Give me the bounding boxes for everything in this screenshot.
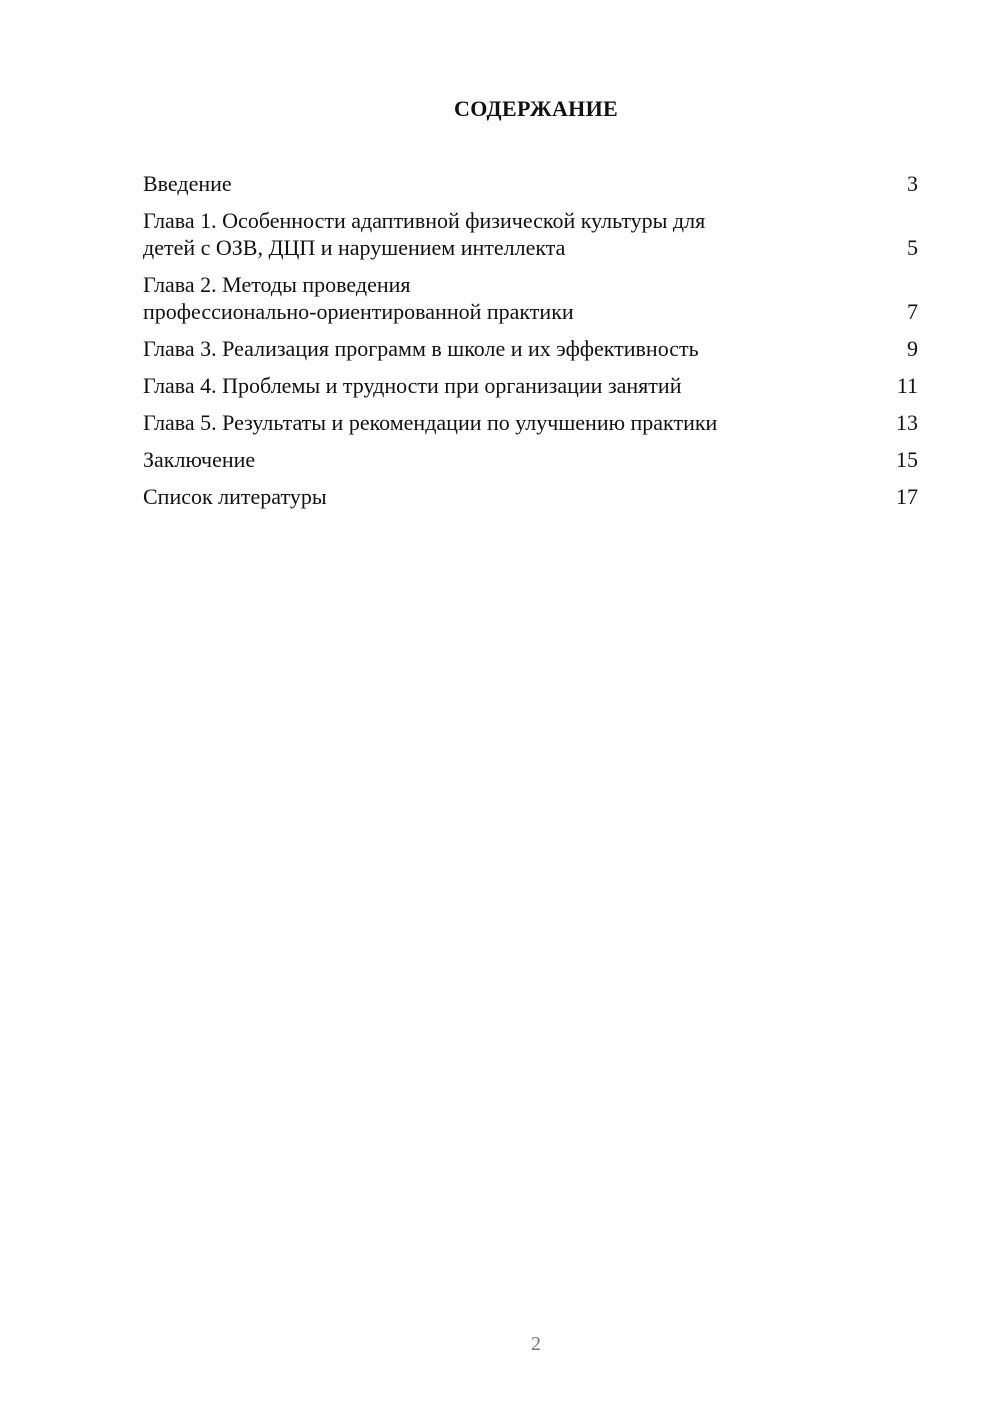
toc-entry-page: 9	[907, 336, 918, 361]
toc-entry-label-line: Глава 4. Проблемы и трудности при организации занятий	[143, 373, 682, 398]
toc-entry-page: 17	[896, 484, 918, 509]
page-number: 2	[531, 1333, 541, 1355]
toc-entry-label	[143, 271, 574, 325]
toc-entry-introduction	[143, 170, 918, 197]
toc-entry-label-line: Глава 3. Реализация программ в школе и их эффективность	[143, 336, 699, 361]
toc-entry-label-line: Введение	[143, 171, 232, 196]
toc-entry-label-line: профессионально-ориентированной практики	[143, 299, 574, 324]
page-title: СОДЕРЖАНИЕ	[454, 96, 618, 121]
toc-entry-label	[143, 170, 232, 197]
toc-entry-label	[143, 335, 699, 362]
toc-entry-label-line: Заключение	[143, 447, 256, 472]
toc-entry-label-line: Глава 5. Результаты и рекомендации по улучшению практики	[143, 410, 718, 435]
toc-entry-page: 7	[907, 299, 918, 324]
toc-entry-label-line: Список литературы	[143, 484, 327, 509]
toc-entry-label	[143, 372, 681, 399]
toc-entry-label	[143, 207, 705, 261]
toc-entry-chapter-1	[143, 207, 918, 261]
toc-entry-label-line: Глава 1. Особенности адаптивной физической культуры для	[143, 208, 706, 233]
toc-entry-page: 15	[896, 447, 918, 472]
toc-entry-label-line: детей с ОЗВ, ДЦП и нарушением интеллекта	[143, 235, 566, 260]
toc-entry-references	[143, 483, 918, 510]
toc-entry-label	[143, 446, 255, 473]
toc-entry-label-line: Глава 2. Методы проведения	[143, 272, 411, 297]
toc-entry-conclusion	[143, 446, 918, 473]
table-of-contents	[143, 170, 918, 520]
toc-entry-page: 5	[907, 235, 918, 260]
toc-entry-label	[143, 409, 717, 436]
toc-entry-page: 3	[907, 171, 918, 196]
toc-entry-chapter-4	[143, 372, 918, 399]
toc-entry-chapter-2	[143, 271, 918, 325]
toc-entry-chapter-5	[143, 409, 918, 436]
toc-entry-chapter-3	[143, 335, 918, 362]
toc-entry-page: 13	[896, 410, 918, 435]
toc-entry-label	[143, 483, 327, 510]
toc-entry-page: 11	[896, 373, 918, 398]
